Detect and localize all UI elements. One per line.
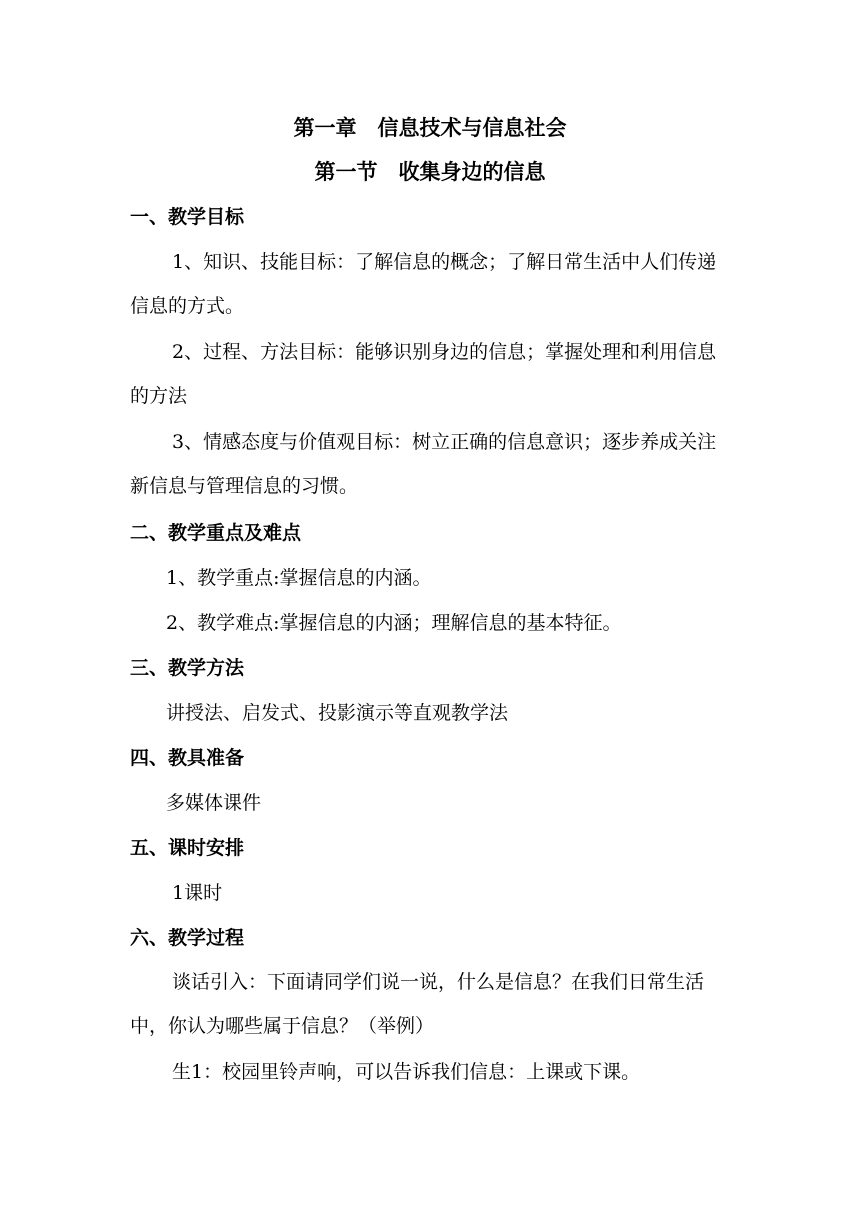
paragraph-student-answer: 生1：校园里铃声响，可以告诉我们信息：上课或下课。	[172, 1061, 641, 1083]
paragraph-attitude-goal: 3、情感态度与价值观目标：树立正确的信息意识；逐步养成关注新信息与管理信息的习惯。	[130, 431, 717, 497]
section-heading-schedule: 五、课时安排	[130, 837, 245, 859]
section-heading-teaching-process: 六、教学过程	[130, 927, 245, 949]
paragraph-difficult-point: 2、教学难点:掌握信息的内涵；理解信息的基本特征。	[166, 612, 622, 634]
section-heading-objectives: 一、教学目标	[130, 206, 245, 228]
section-heading-methods: 三、教学方法	[130, 657, 245, 679]
section-heading-key-points: 二、教学重点及难点	[130, 522, 302, 544]
paragraph-schedule: 1课时	[172, 882, 223, 904]
paragraph-teaching-aids: 多媒体课件	[166, 792, 262, 814]
paragraph-introduction: 谈话引入：下面请同学们说一说，什么是信息？在我们日常生活中，你认为哪些属于信息？（举例）	[130, 971, 705, 1037]
paragraph-methods: 讲授法、启发式、投影演示等直观教学法	[166, 702, 509, 724]
chapter-title: 第一章 信息技术与信息社会	[293, 116, 567, 140]
section-title: 第一节 收集身边的信息	[314, 160, 546, 184]
section-heading-teaching-aids: 四、教具准备	[130, 747, 245, 769]
paragraph-knowledge-goal: 1、知识、技能目标：了解信息的概念；了解日常生活中人们传递信息的方式。	[130, 251, 717, 317]
paragraph-key-point: 1、教学重点:掌握信息的内涵。	[166, 567, 432, 589]
paragraph-process-goal: 2、过程、方法目标：能够识别身边的信息；掌握处理和利用信息的方法	[130, 341, 717, 407]
